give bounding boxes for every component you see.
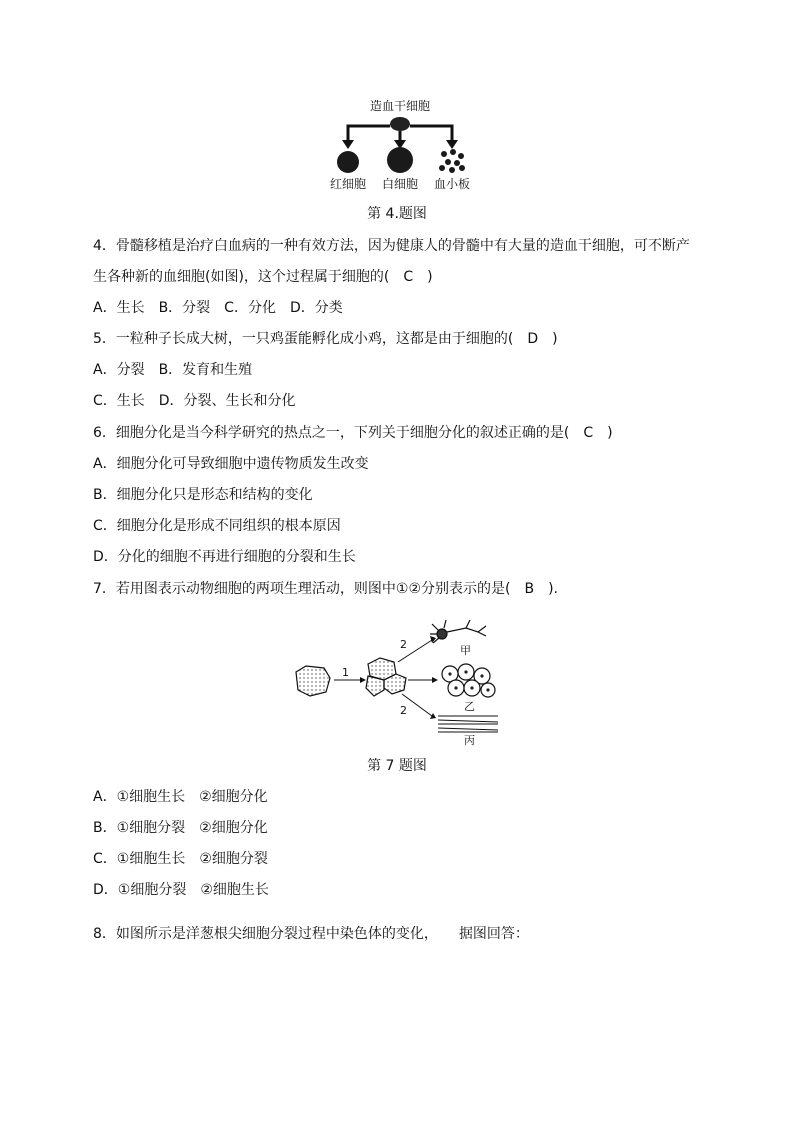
q6-option-a: A．细胞分化可导致细胞中遗传物质发生改变 (93, 456, 369, 472)
q4-options: A．生长 B．分裂 C．分化 D．分类 (93, 300, 343, 316)
q6-stem: 6．细胞分化是当今科学研究的热点之一，下列关于细胞分化的叙述正确的是( C ) (93, 425, 613, 441)
q5-options-row2: C．生长 D．分裂、生长和分化 (93, 393, 296, 409)
arrowhead-middle (432, 677, 438, 683)
q4-stem-line2: 生各种新的血细胞(如图)，这个过程属于细胞的( C ) (93, 269, 433, 285)
muscle-fibers (438, 716, 498, 732)
q4-stem-line1: 4．骨髓移植是治疗白血病的一种有效方法，因为健康人的骨髓中有大量的造血干细胞，可不断产 (93, 238, 690, 254)
fig7-label-bing: 丙 (464, 734, 475, 746)
arrowhead-1 (360, 677, 366, 683)
red-blood-cell (337, 151, 359, 173)
arrow-2-top-label: 2 (400, 638, 407, 651)
fig4-label-white: 白细胞 (381, 177, 419, 191)
fig7-label-jia: 甲 (460, 644, 471, 657)
fig4-label-platelet: 血小板 (433, 177, 471, 191)
arrow-right (410, 126, 452, 142)
stem-cell (390, 117, 410, 131)
fig4-top-label: 造血干细胞 (369, 99, 431, 113)
arrowhead-right (446, 140, 458, 149)
q5-stem: 5．一粒种子长成大树，一只鸡蛋能孵化成小鸡，这都是由于细胞的( D ) (93, 331, 558, 347)
nerve-cell (430, 620, 486, 643)
figure-7-diagram (290, 612, 510, 746)
q6-option-d: D．分化的细胞不再进行细胞的分裂和生长 (93, 549, 356, 565)
q6-option-c: C．细胞分化是形成不同组织的根本原因 (93, 518, 341, 534)
q7-option-b: B．①细胞分裂 ②细胞分化 (93, 820, 268, 836)
figure-4-diagram (320, 96, 480, 196)
epithelial-cells (442, 664, 495, 697)
q7-option-d: D．①细胞分裂 ②细胞生长 (93, 882, 269, 898)
arrow-left (348, 126, 390, 142)
white-blood-cell (387, 147, 413, 173)
q7-option-c: C．①细胞生长 ②细胞分裂 (93, 851, 268, 867)
platelets (439, 149, 465, 173)
arrow-2-bottom-label: 2 (400, 704, 407, 717)
arrow-1-label: 1 (342, 666, 349, 679)
fig7-label-yi: 乙 (464, 700, 475, 713)
q8-stem: 8．如图所示是洋葱根尖细胞分裂过程中染色体的变化， 据图回答： (93, 926, 529, 942)
original-cell (296, 666, 330, 696)
q7-option-a: A．①细胞生长 ②细胞分化 (93, 789, 268, 805)
q7-stem: 7．若用图表示动物细胞的两项生理活动，则图中①②分别表示的是( B ). (93, 581, 558, 597)
fig4-caption: 第 4.题图 (367, 206, 427, 222)
q6-option-b: B．细胞分化只是形态和结构的变化 (93, 487, 313, 503)
fig4-label-red: 红细胞 (329, 177, 367, 191)
fig7-caption: 第 7 题图 (367, 758, 427, 774)
q5-options-row1: A．分裂 B．发育和生殖 (93, 362, 253, 378)
divided-cells (366, 658, 406, 696)
arrowhead-left (342, 140, 354, 149)
arrowhead-2-bottom (430, 713, 436, 719)
